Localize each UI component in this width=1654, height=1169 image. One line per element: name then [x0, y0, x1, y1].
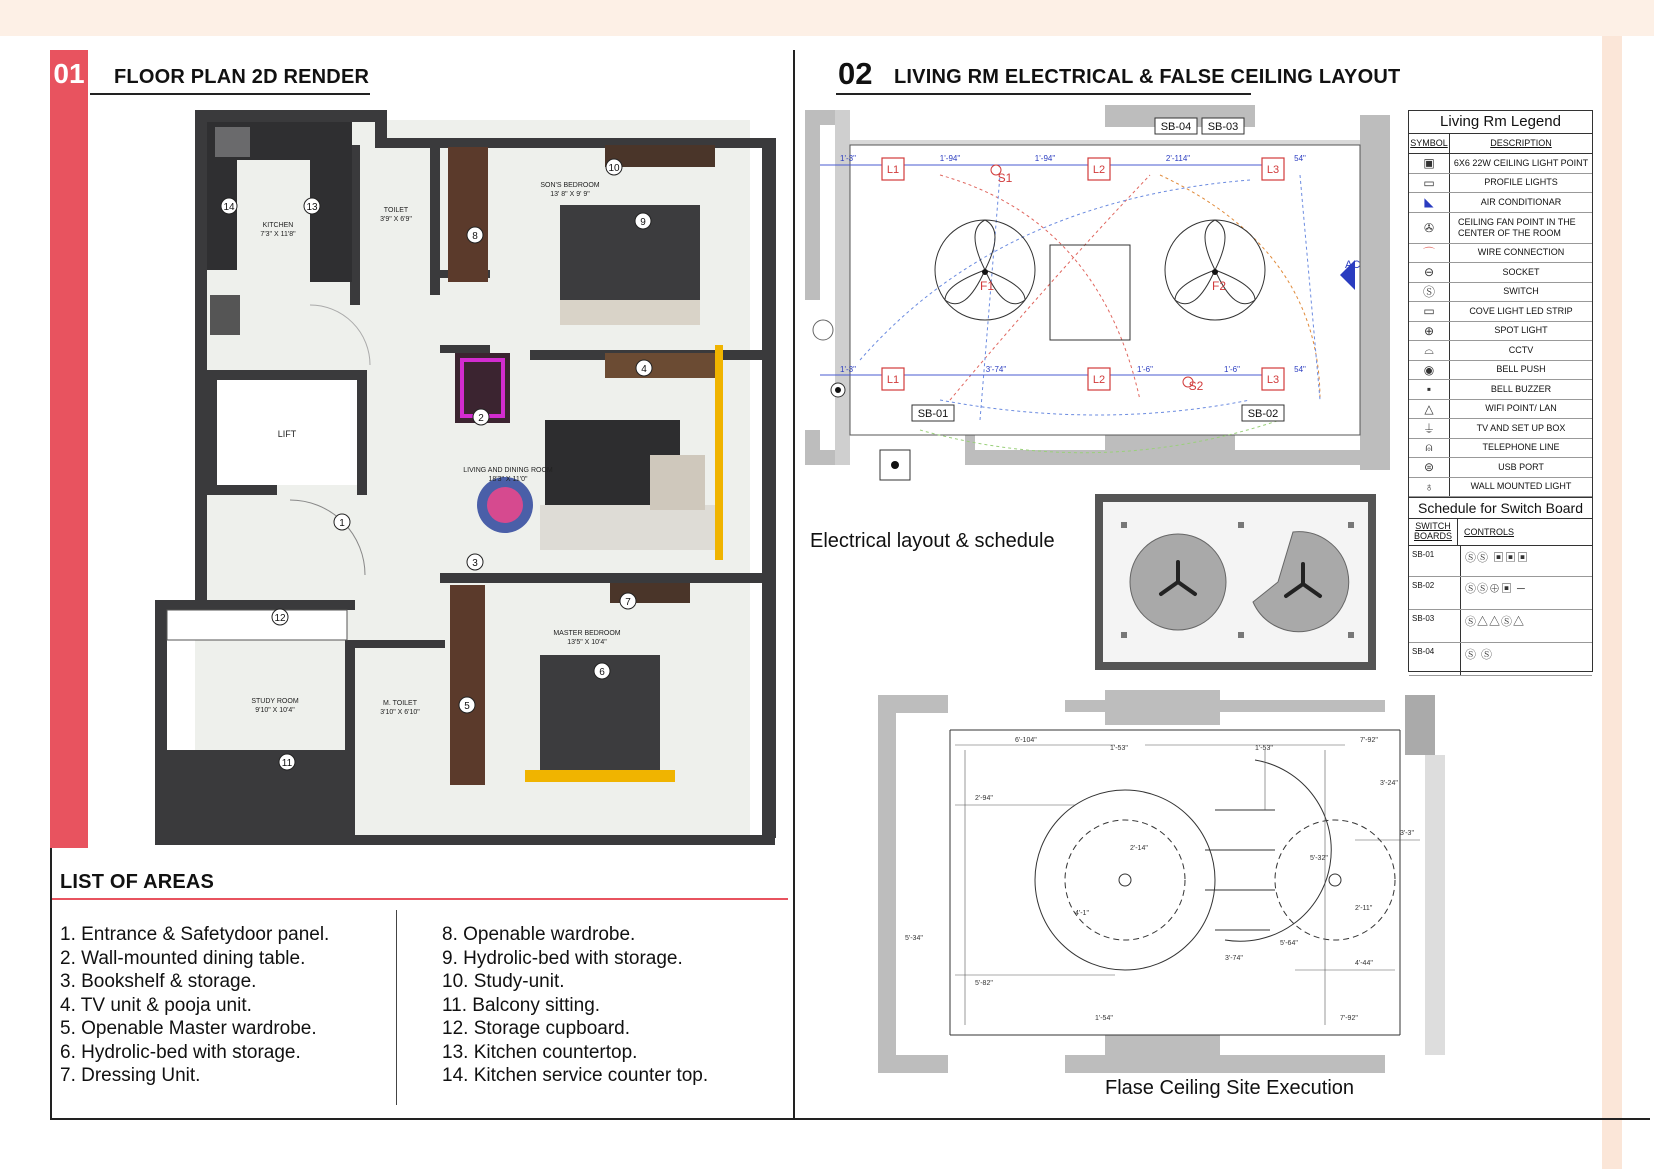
electrical-layout [800, 100, 1405, 500]
legend-row [1409, 361, 1592, 381]
legend-row [1409, 213, 1592, 244]
schedule-controls: Ⓢ△△Ⓢ△ [1465, 616, 1525, 628]
ceiling-dim: 7'-92" [1340, 1015, 1358, 1022]
switch-s2-label: S2 [1188, 379, 1204, 393]
legend-description: SPOT LIGHT [1494, 325, 1548, 336]
light-l1-top: L1 [886, 164, 900, 176]
area-item: 10. Study-unit. [442, 971, 565, 992]
light-l1-bottom: L1 [886, 374, 900, 386]
fan-f1-label: F1 [979, 279, 995, 293]
false-ceiling-drawing [875, 690, 1530, 1075]
ceiling-dim: 5'-34" [905, 935, 923, 942]
ceiling-dim: 5'-32" [1310, 855, 1328, 862]
area-item: 13. Kitchen countertop. [442, 1041, 638, 1063]
bell-push-icon: ◉ [1409, 361, 1450, 380]
ceiling-dim: 4'-1" [1075, 910, 1089, 917]
ceiling-dim: 4'-44" [1355, 960, 1373, 967]
tv-icon: ⏚ [1409, 419, 1450, 438]
marker-13: 13 [306, 202, 318, 213]
telephone-icon: ⍝ [1409, 439, 1450, 458]
dim-label: 1'-3" [840, 365, 856, 374]
room-size-study: 9'10" X 10'4" [255, 707, 295, 714]
marker-12: 12 [274, 613, 286, 624]
list-divider [396, 910, 397, 1105]
section1-title-underline [90, 93, 370, 95]
room-size-toilet: 3'9" X 6'9" [380, 216, 412, 223]
ceiling-dim: 1'-53" [1255, 745, 1273, 752]
legend-description: PROFILE LIGHTS [1484, 177, 1558, 188]
sb04-label: SB-04 [1160, 121, 1192, 133]
schedule-controls: Ⓢ Ⓢ [1465, 649, 1494, 661]
legend-row [1409, 263, 1592, 283]
floor-plan [150, 105, 780, 845]
areas-right-column [442, 923, 708, 1088]
electrical-caption: Electrical layout & schedule [810, 530, 1055, 552]
false-ceiling-caption: Flase Ceiling Site Execution [1105, 1077, 1355, 1099]
legend-row [1409, 478, 1592, 498]
sb03-label: SB-03 [1207, 121, 1239, 133]
legend-description: USB PORT [1498, 461, 1544, 472]
schedule-row [1409, 643, 1592, 676]
schedule-row [1409, 546, 1592, 577]
ceiling-dim: 1'-53" [1110, 745, 1128, 752]
legend-description: WALL MOUNTED LIGHT [1470, 481, 1572, 492]
legend-row [1409, 322, 1592, 342]
ceiling-dim: 5'-64" [1280, 940, 1298, 947]
ceiling-dim: 3'-24" [1380, 780, 1398, 787]
area-item: 7. Dressing Unit. [60, 1065, 201, 1086]
legend-row [1409, 302, 1592, 322]
area-item: 12. Storage cupboard. [442, 1018, 631, 1039]
ceiling-dim: 3'-3" [1400, 830, 1414, 837]
marker-4: 4 [641, 364, 647, 375]
light-l2-top: L2 [1092, 164, 1106, 176]
legend-col-symbol: SYMBOL [1409, 134, 1450, 153]
ceiling-dim: 7'-92" [1360, 737, 1378, 744]
room-size-sons-bedroom: 13' 8" X 9' 9" [550, 191, 590, 198]
room-label-sons-bedroom: SON'S BEDROOM [540, 182, 600, 189]
cctv-icon: ⌓ [1409, 341, 1450, 360]
legend-row [1409, 341, 1592, 361]
profile-light-icon: ▭ [1409, 174, 1450, 193]
schedule-col-controls: CONTROLS [1464, 527, 1515, 537]
list-of-areas-title: LIST OF AREAS [60, 871, 215, 893]
dim-label: 54" [1294, 365, 1306, 374]
legend-description: COVE LIGHT LED STRIP [1469, 305, 1573, 316]
sb01-label: SB-01 [917, 408, 949, 420]
legend-description: TV AND SET UP BOX [1476, 422, 1566, 433]
light-l3-top: L3 [1266, 164, 1280, 176]
legend-row [1409, 244, 1592, 264]
schedule-controls: ⓈⓈ⊕▣ ─ [1465, 583, 1526, 595]
ceiling-dim: 5'-82" [975, 980, 993, 987]
dim-label: 1'-6" [1224, 365, 1240, 374]
bottom-border [50, 1118, 1650, 1120]
schedule-board-label: SB-02 [1409, 577, 1461, 609]
wall-light-icon: ♁ [1409, 478, 1450, 497]
marker-10: 10 [608, 163, 620, 174]
room-size-kitchen: 7'3" X 11'8" [260, 231, 296, 238]
schedule-col-switch: SWITCH BOARDS [1409, 519, 1458, 545]
area-item: 2. Wall-mounted dining table. [60, 947, 306, 969]
area-item: 14. Kitchen service counter top. [442, 1065, 709, 1086]
spot-light-icon: ⊕ [1409, 322, 1450, 341]
room-size-m-toilet: 3'10" X 6'10" [380, 709, 420, 716]
socket-icon: ⊖ [1409, 263, 1450, 282]
dim-label: 1'-3" [840, 154, 856, 163]
legend-table [1408, 110, 1593, 672]
marker-11: 11 [281, 758, 293, 769]
ceiling-dim: 2'-11" [1355, 905, 1373, 912]
areas-left-column [60, 923, 329, 1088]
marker-8: 8 [472, 231, 478, 242]
area-item: 5. Openable Master wardrobe. [60, 1018, 317, 1039]
ceiling-dim: 2'-94" [975, 795, 993, 802]
room-size-living: 18'3" X 11'0" [488, 476, 528, 483]
area-item: 8. Openable wardrobe. [442, 924, 636, 945]
room-label-study: STUDY ROOM [251, 698, 299, 705]
schedule-row [1409, 577, 1592, 610]
legend-row [1409, 419, 1592, 439]
area-item: 11. Balcony sitting. [442, 994, 601, 1016]
legend-description: SOCKET [1502, 266, 1540, 277]
fan-f2-label: F2 [1211, 279, 1227, 293]
dim-label: 1'-94" [939, 154, 961, 163]
marker-7: 7 [625, 597, 631, 608]
legend-description: SWITCH [1503, 286, 1539, 297]
switch-icon: Ⓢ [1409, 283, 1450, 302]
left-border [50, 848, 52, 1120]
room-label-master-bedroom: MASTER BEDROOM [553, 630, 621, 637]
top-margin-band [0, 0, 1654, 36]
square-light-icon: ▣ [1409, 154, 1450, 173]
marker-3: 3 [472, 558, 478, 569]
ac-icon: ◣ [1409, 193, 1450, 212]
ceiling-fan-icon: ✇ [1409, 213, 1450, 243]
marker-6: 6 [599, 667, 605, 678]
room-label-kitchen: KITCHEN [262, 222, 294, 229]
marker-2: 2 [478, 413, 484, 424]
legend-row [1409, 283, 1592, 303]
dim-label: 1'-94" [1034, 154, 1056, 163]
section1-title: FLOOR PLAN 2D RENDER [114, 66, 370, 88]
light-l3-bottom: L3 [1266, 374, 1280, 386]
schedule-board-label: SB-03 [1409, 610, 1461, 642]
legend-row [1409, 380, 1592, 400]
legend-description: CEILING FAN POINT IN THE CENTER OF THE ROOM [1458, 216, 1576, 238]
dim-label: 3'-74" [985, 365, 1007, 374]
legend-col-description: DESCRIPTION [1490, 138, 1552, 148]
ceiling-dim: 2'-14" [1130, 845, 1148, 852]
room-label-toilet: TOILET [383, 207, 409, 214]
schedule-board-label: SB-04 [1409, 643, 1461, 675]
cove-light-icon: ▭ [1409, 302, 1450, 321]
wire-icon: ⌒ [1409, 244, 1450, 263]
schedule-row [1409, 610, 1592, 643]
switch-s1-label: S1 [997, 171, 1013, 185]
dim-label: 2'-114" [1165, 154, 1191, 163]
wifi-icon: △ [1409, 400, 1450, 419]
legend-row [1409, 193, 1592, 213]
section2-title-underline [836, 93, 1251, 95]
marker-1: 1 [339, 518, 345, 529]
section1-number: 01 [53, 58, 85, 89]
marker-14: 14 [223, 202, 235, 213]
bell-buzzer-icon: ▪ [1409, 380, 1450, 399]
list-of-areas-underline [52, 898, 788, 900]
legend-row [1409, 154, 1592, 174]
light-l2-bottom: L2 [1092, 374, 1106, 386]
legend-row [1409, 458, 1592, 478]
area-item: 6. Hydrolic-bed with storage. [60, 1041, 301, 1063]
right-margin-band [1602, 36, 1622, 1169]
legend-description: AIR CONDITIONAR [1480, 196, 1562, 207]
legend-description: BELL PUSH [1496, 364, 1546, 375]
area-item: 9. Hydrolic-bed with storage. [442, 947, 683, 969]
room-label-lift: LIFT [277, 429, 297, 439]
legend-description: WIFI POINT/ LAN [1485, 403, 1557, 414]
ceiling-dim: 3'-74" [1225, 955, 1243, 962]
schedule-controls: ⓈⓈ ▣▣▣ [1465, 552, 1530, 564]
legend-description: WIRE CONNECTION [1477, 247, 1565, 258]
legend-description: TELEPHONE LINE [1482, 442, 1560, 453]
false-ceiling-render [1093, 492, 1378, 672]
ceiling-dim: 1'-54" [1095, 1015, 1113, 1022]
marker-9: 9 [640, 217, 646, 228]
area-item: 1. Entrance & Safetydoor panel. [60, 924, 330, 945]
legend-title: Living Rm Legend [1409, 111, 1592, 134]
room-size-master-bedroom: 13'5" X 10'4" [567, 639, 607, 646]
ac-label: AC [1345, 259, 1361, 271]
legend-description: BELL BUZZER [1490, 383, 1552, 394]
section2-number: 02 [838, 56, 873, 91]
center-divider [793, 50, 795, 1120]
section2-title: LIVING RM ELECTRICAL & FALSE CEILING LAYOUT [894, 66, 1401, 88]
legend-row [1409, 400, 1592, 420]
schedule-title: Schedule for Switch Board [1409, 497, 1592, 519]
legend-row [1409, 174, 1592, 194]
marker-5: 5 [464, 701, 470, 712]
room-label-living: LIVING AND DINING ROOM [463, 467, 553, 474]
area-item: 3. Bookshelf & storage. [60, 971, 257, 992]
legend-description: CCTV [1508, 344, 1534, 355]
sb02-label: SB-02 [1247, 408, 1279, 420]
legend-row [1409, 439, 1592, 459]
area-item: 4. TV unit & pooja unit. [60, 994, 252, 1016]
dim-label: 54" [1294, 154, 1306, 163]
legend-description: 6X6 22W CEILING LIGHT POINT [1453, 157, 1589, 168]
schedule-board-label: SB-01 [1409, 546, 1461, 576]
usb-icon: ⊜ [1409, 458, 1450, 477]
ceiling-dim: 6'-104" [1015, 737, 1037, 744]
section-accent-bar [50, 50, 88, 848]
dim-label: 1'-6" [1137, 365, 1153, 374]
room-label-m-toilet: M. TOILET [383, 700, 417, 707]
